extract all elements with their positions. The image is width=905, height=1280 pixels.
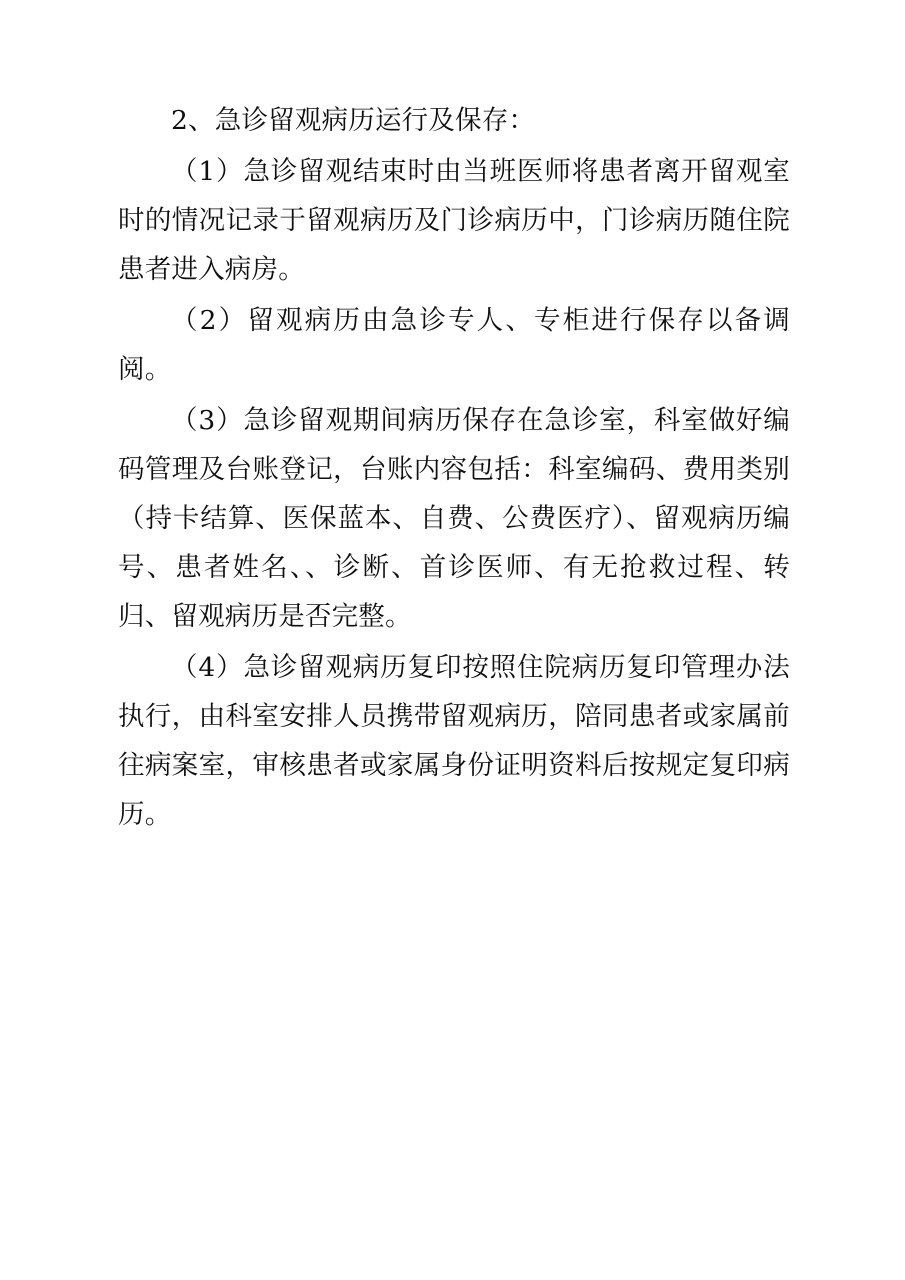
paragraph-item-4: （4）急诊留观病历复印按照住院病历复印管理办法执行，由科室安排人员携带留观病历，陪同患者或家属前往病案室，审核患者或家属身份证明资料后按规定复印病历。 <box>118 652 790 830</box>
paragraph-item-1: （1）急诊留观结束时由当班医师将患者离开留观室时的情况记录于留观病历及门诊病历中，门诊病历随住院患者进入病房。 <box>118 156 790 285</box>
document-body <box>118 96 790 839</box>
paragraph-item-2: （2）留观病历由急诊专人、专柜进行保存以备调阅。 <box>118 305 790 385</box>
paragraph-item-3: （3）急诊留观期间病历保存在急诊室，科室做好编码管理及台账登记，台账内容包括：科室编码、费用类别（持卡结算、医保蓝本、自费、公费医疗）、留观病历编号、患者姓名、、诊断、首诊医师、有无抢救过程、转归、留观病历是否完整。 <box>118 405 790 632</box>
paragraph-heading-2: 2、急诊留观病历运行及保存： <box>171 105 536 136</box>
